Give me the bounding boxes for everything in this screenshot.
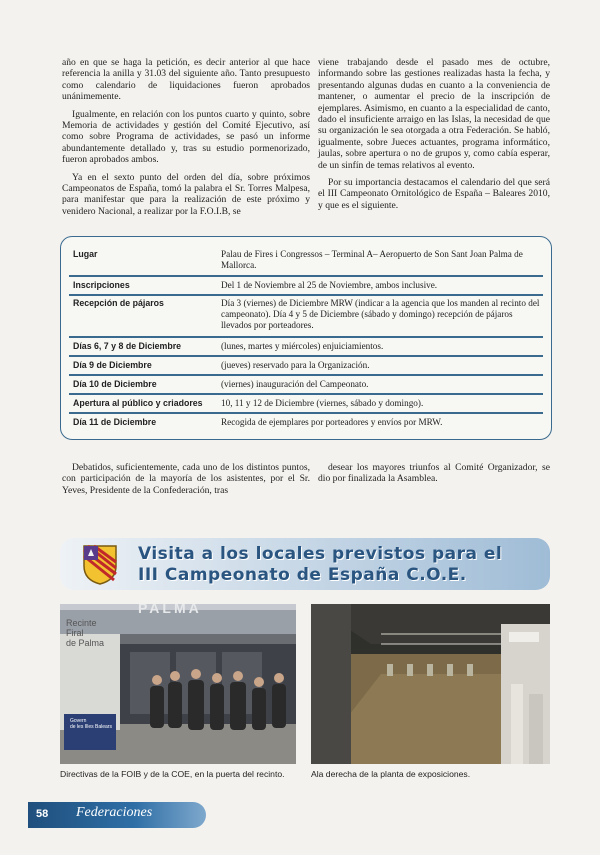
schedule-label: Día 10 de Diciembre	[73, 379, 157, 389]
row-divider	[69, 412, 543, 414]
schedule-value: Día 3 (viernes) de Diciembre MRW (indicar a la agencia que los manden al recinto del campeonato). Día 4 y 5 de Diciembre (sábado y domingo) recepción de pájaros llevados por porteadores.	[221, 298, 540, 330]
schedule-label: Recepción de pájaros	[73, 298, 164, 308]
schedule-value: (viernes) inauguración del Campeonato.	[221, 379, 369, 389]
section-title: Federaciones	[76, 805, 153, 820]
schedule-value: 10, 11 y 12 de Diciembre (viernes, sábado y domingo).	[221, 398, 424, 408]
photo-caption-left: Directivas de la FOIB y de la COE, en la puerta del recinto.	[60, 769, 285, 779]
recinte-sign-line: Firal	[66, 628, 84, 638]
page-number: 58	[36, 808, 49, 820]
paragraph: Igualmente, en relación con los puntos cuarto y quinto, sobre Memoria de actividades y gestión del Comité Ejecutivo, así como sobre Programa de actividades, se pasó un informe abundantemente detallado y, tras su estudio pormenorizado, fueron aprobados ambos.	[62, 108, 310, 166]
row-divider	[69, 374, 543, 376]
footer-bar	[28, 802, 206, 828]
schedule-value: Palau de Fires i Congressos – Terminal A– Aeropuerto de Son Sant Joan Palma de Mallorca.	[221, 249, 523, 270]
exhibition-hall-photo	[311, 604, 550, 764]
visit-banner	[60, 538, 550, 590]
plaque-line: Govern	[70, 718, 87, 724]
schedule-label: Día 9 de Diciembre	[73, 360, 152, 370]
row-divider	[69, 355, 543, 357]
schedule-label: Lugar	[73, 249, 98, 259]
recinte-sign-line: de Palma	[66, 638, 105, 648]
paragraph: viene trabajando desde el pasado mes de octubre, informando sobre las gestiones realizadas hasta la fecha, y presentando algunas dudas en cuanto a la conveniencia de mantener, o aumentar el precio de la inscripción de ejemplares. Asimismo, en cuanto a la especialidad de canto, dado el insuficiente arraigo en las Islas, la necesidad de que su organización le sea otorgada a otra Federación. Se habló, igualmente, sobre Jueces actuantes, programa informático, jaulas, sobre apertura o no de grupos y, como cabía esperar, de un sinfín de temas relativos al evento.	[318, 57, 550, 171]
row-divider	[69, 336, 543, 338]
body-column-left	[62, 57, 310, 223]
schedule-label: Día 11 de Diciembre	[73, 417, 157, 427]
photo-caption-right: Ala derecha de la planta de exposiciones.	[311, 769, 471, 779]
recinte-sign	[66, 618, 104, 648]
building-sign: PALMA	[138, 604, 202, 616]
entrance-photo	[60, 604, 296, 764]
schedule-label: Inscripciones	[73, 280, 130, 290]
schedule-label: Apertura al público y criadores	[73, 398, 203, 408]
schedule-value: Recogida de ejemplares por porteadores y envíos por MRW.	[221, 417, 443, 427]
banner-title: Visita a los locales previstos para el	[138, 544, 503, 564]
schedule-table	[60, 236, 552, 440]
paragraph: desear los mayores triunfos al Comité Organizador, se dio por finalizada la Asamblea.	[318, 462, 550, 485]
body-column-right	[318, 57, 550, 217]
row-divider	[69, 275, 543, 277]
closing-paragraph-left	[62, 462, 310, 496]
paragraph: Por su importancia destacamos el calendario del que será el III Campeonato Ornitológico de España – Baleares 2010, y que es el siguiente.	[318, 177, 550, 211]
banner-subtitle: III Campeonato de España C.O.E.	[138, 565, 467, 585]
row-divider	[69, 393, 543, 395]
plaque-line: de les Illes Balears	[70, 724, 112, 730]
coat-of-arms-icon	[80, 542, 120, 586]
schedule-label: Días 6, 7 y 8 de Diciembre	[73, 341, 182, 351]
exhibition-hall-drawing	[311, 604, 550, 764]
schedule-value: (lunes, martes y miércoles) enjuiciamientos.	[221, 341, 384, 351]
schedule-value: (jueves) reservado para la Organización.	[221, 360, 370, 370]
schedule-value: Del 1 de Noviembre al 25 de Noviembre, ambos inclusive.	[221, 280, 438, 290]
paragraph: año en que se haga la petición, es decir anterior al que hace referencia la anilla y 31.03 del siguiente año. Tanto presupuesto como calendario de liquidaciones fueron aprobados unánimemente.	[62, 57, 310, 103]
govern-plaque	[70, 718, 112, 730]
paragraph: Debatidos, suficientemente, cada uno de los distintos puntos, con participación de la mayoría de los asistentes, por el Sr. Yeves, Presidente de la Confederación, tras	[62, 462, 310, 496]
row-divider	[69, 294, 543, 296]
closing-paragraph-right	[318, 462, 550, 485]
paragraph: Ya en el sexto punto del orden del día, sobre próximos Campeonatos de España, tomó la palabra el Sr. Torres Malpesa, para manifestar que para la realización de este próximo y venidero Nacional, a realizar por la F.O.I.B, se	[62, 171, 310, 217]
recinte-sign-line: Recinte	[66, 618, 97, 628]
